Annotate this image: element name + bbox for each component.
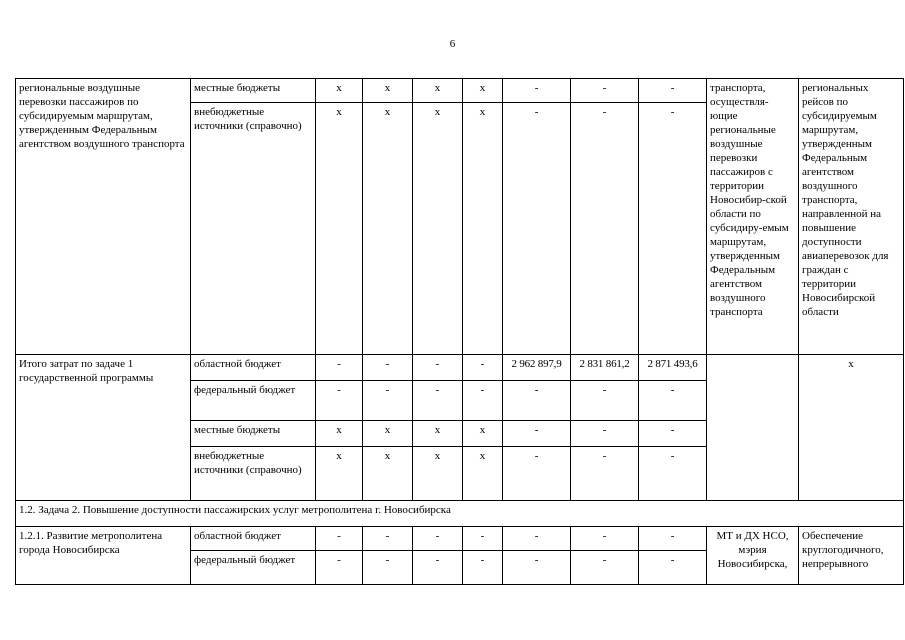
value-cell: - — [363, 381, 413, 421]
value-cell: x — [463, 421, 503, 447]
table-row — [16, 79, 904, 103]
item-description: региональные воздушные перевозки пассажиров по субсидируемым маршрутам, утвержденным Федеральным агентством воздушного транспорта — [16, 79, 191, 355]
funding-source: федеральный бюджет — [191, 381, 316, 421]
executor-cell: транспорта, осуществля-ющие региональные воздушные перевозки пассажиров с территории Новосибир-ской области по субсидиру-емым маршрутам, утвержденным Федеральным агентством воздушного транспорта — [707, 79, 799, 355]
value-cell: - — [413, 551, 463, 585]
funding-source: федеральный бюджет — [191, 551, 316, 585]
section-header: 1.2. Задача 2. Повышение доступности пассажирских услуг метрополитена г. Новосибирска — [16, 501, 904, 527]
total-label: Итого затрат по задаче 1 государственной программы — [16, 355, 191, 501]
value-cell: - — [639, 551, 707, 585]
page-number: 6 — [449, 38, 456, 50]
value-cell: - — [639, 79, 707, 103]
funding-source: местные бюджеты — [191, 79, 316, 103]
value-cell: - — [571, 447, 639, 501]
value-cell: - — [463, 381, 503, 421]
value-cell: - — [571, 527, 639, 551]
value-cell: - — [463, 551, 503, 585]
funding-source: областной бюджет — [191, 355, 316, 381]
value-cell: - — [571, 421, 639, 447]
funding-source: внебюджетные источники (справочно) — [191, 103, 316, 355]
value-cell: - — [316, 381, 363, 421]
value-cell: - — [503, 79, 571, 103]
value-cell: - — [503, 103, 571, 355]
value-cell: - — [503, 551, 571, 585]
value-cell: - — [571, 103, 639, 355]
value-cell: - — [571, 551, 639, 585]
value-cell: - — [503, 421, 571, 447]
executor-cell — [707, 355, 799, 501]
value-cell: x — [463, 79, 503, 103]
value-cell: x — [413, 447, 463, 501]
value-cell: x — [413, 421, 463, 447]
value-cell: - — [503, 527, 571, 551]
value-cell: x — [363, 421, 413, 447]
value-cell: - — [363, 355, 413, 381]
funding-source: внебюджетные источники (справочно) — [191, 447, 316, 501]
value-cell: x — [363, 103, 413, 355]
funding-source: областной бюджет — [191, 527, 316, 551]
value-cell: 2 871 493,6 — [639, 355, 707, 381]
value-cell: - — [413, 355, 463, 381]
value-cell: - — [503, 447, 571, 501]
value-cell: - — [639, 381, 707, 421]
value-cell: - — [639, 421, 707, 447]
value-cell: 2 962 897,9 — [503, 355, 571, 381]
executor-cell: МТ и ДХ НСО, мэрия Новосибирска, — [707, 527, 799, 585]
value-cell: x — [413, 79, 463, 103]
table-row — [16, 355, 904, 381]
value-cell: - — [363, 551, 413, 585]
table-row — [16, 527, 904, 551]
value-cell: x — [316, 79, 363, 103]
value-cell: - — [571, 79, 639, 103]
value-cell: x — [363, 79, 413, 103]
value-cell: - — [316, 355, 363, 381]
value-cell: - — [639, 447, 707, 501]
table-row — [16, 501, 904, 527]
budget-table — [15, 78, 904, 585]
item-description: 1.2.1. Развитие метрополитена города Новосибирска — [16, 527, 191, 585]
value-cell: - — [463, 355, 503, 381]
value-cell: - — [639, 527, 707, 551]
result-cell: x — [799, 355, 904, 501]
value-cell: - — [503, 381, 571, 421]
value-cell: 2 831 861,2 — [571, 355, 639, 381]
value-cell: x — [316, 421, 363, 447]
value-cell: x — [363, 447, 413, 501]
value-cell: - — [363, 527, 413, 551]
value-cell: x — [316, 103, 363, 355]
value-cell: - — [571, 381, 639, 421]
value-cell: x — [463, 103, 503, 355]
value-cell: x — [463, 447, 503, 501]
value-cell: - — [316, 551, 363, 585]
funding-source: местные бюджеты — [191, 421, 316, 447]
value-cell: - — [639, 103, 707, 355]
value-cell: x — [316, 447, 363, 501]
value-cell: - — [463, 527, 503, 551]
value-cell: - — [316, 527, 363, 551]
value-cell: x — [413, 103, 463, 355]
value-cell: - — [413, 527, 463, 551]
result-cell: региональных рейсов по субсидируемым маршрутам, утвержденным Федеральным агентством воздушного транспорта, направленной на повышение доступности авиаперевозок для граждан с территории Новосибирской области — [799, 79, 904, 355]
value-cell: - — [413, 381, 463, 421]
result-cell: Обеспечение круглогодичного, непрерывного — [799, 527, 904, 585]
